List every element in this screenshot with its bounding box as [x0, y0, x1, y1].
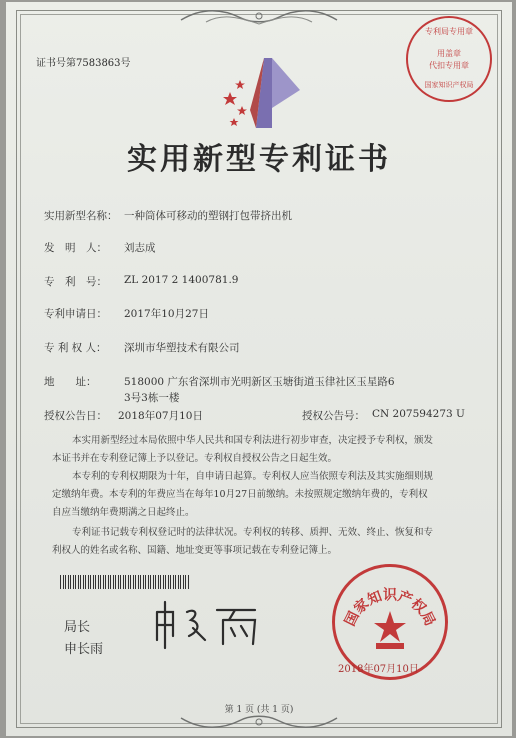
svg-text:国家知识产权局: 国家知识产权局: [342, 587, 438, 629]
director-name: 申长雨: [64, 642, 104, 657]
top-ornament-icon: [176, 6, 342, 28]
certificate-paper: 证书号第7583863号 专利局专用章 用盖章 代扣专用章 国家知识产权局 实用新型专利证书 实用新型名称： 一种筒体可移动的塑钢打包带挤出机 发 明 人： 刘志成 专 利 号： ZL 2017 2 1400781.9 专利申请日： 2017年10月27日 专 利 权 人： 深圳市华塑技术有限公司 地 址： 518000 广东省深圳市光明新区玉塘街道玉律社区玉星路6 3号3栋一楼 授权公告日： 2018年07月10日 授权公告号： CN 207594273 U 本实用新型经过本局依照中华人民共和国专利法进行初步审查，决定授予专利权，颁发 本证书并在专利登记簿上予以登记。专利权自授权公告之日起生效。 本专利的专利权期限为十年，自申请日起算。专利权人应当依照专利法及其实施细则规 定缴纳年费。本专利的年费应当在每年10月27日前缴纳。未按照规定缴纳年费的，专利权 自应当缴纳年费期满之日起终止。 专利证书记载专利权登记时的法律状况。专利权的转移、质押、无效、终止、恢复和专 利权人的姓名或名称、国籍、地址变更等事项记载在专利登记簿上。 局长 申长雨 国家知识产权局 2018年07月10日 第 1 页 (共 1 页): [6, 2, 512, 736]
seal-date: 2018年07月10日: [338, 664, 419, 675]
body-paragraph-1: 本实用新型经过本局依照中华人民共和国专利法进行初步审查，决定授予专利权，颁发 本证书并在专利登记簿上予以登记。专利权自授权公告之日起生效。: [52, 435, 434, 464]
director-title: 局长: [64, 620, 91, 635]
body-paragraph-2: 本专利的专利权期限为十年，自申请日起算。专利权人应当依照专利法及其实施细则规 定缴纳年费。本专利的年费应当在每年10月27日前缴纳。未按照规定缴纳年费的，专利权 自应当缴纳年费期满之日起终止。: [52, 471, 434, 518]
body-paragraph-3: 专利证书记载专利权登记时的法律状况。专利权的转移、质押、无效、终止、恢复和专 利权人的姓名或名称、国籍、地址变更等事项记载在专利登记簿上。: [52, 527, 434, 556]
sipo-logo-icon: [212, 50, 308, 130]
barcode: [60, 575, 190, 589]
top-right-seal: 专利局专用章 用盖章 代扣专用章 国家知识产权局: [406, 16, 492, 102]
page-footer: 第 1 页 (共 1 页): [224, 705, 294, 715]
page-title: 实用新型专利证书: [127, 142, 391, 177]
signature-icon: [151, 600, 281, 650]
certificate-number: 证书号第7583863号: [36, 58, 131, 69]
